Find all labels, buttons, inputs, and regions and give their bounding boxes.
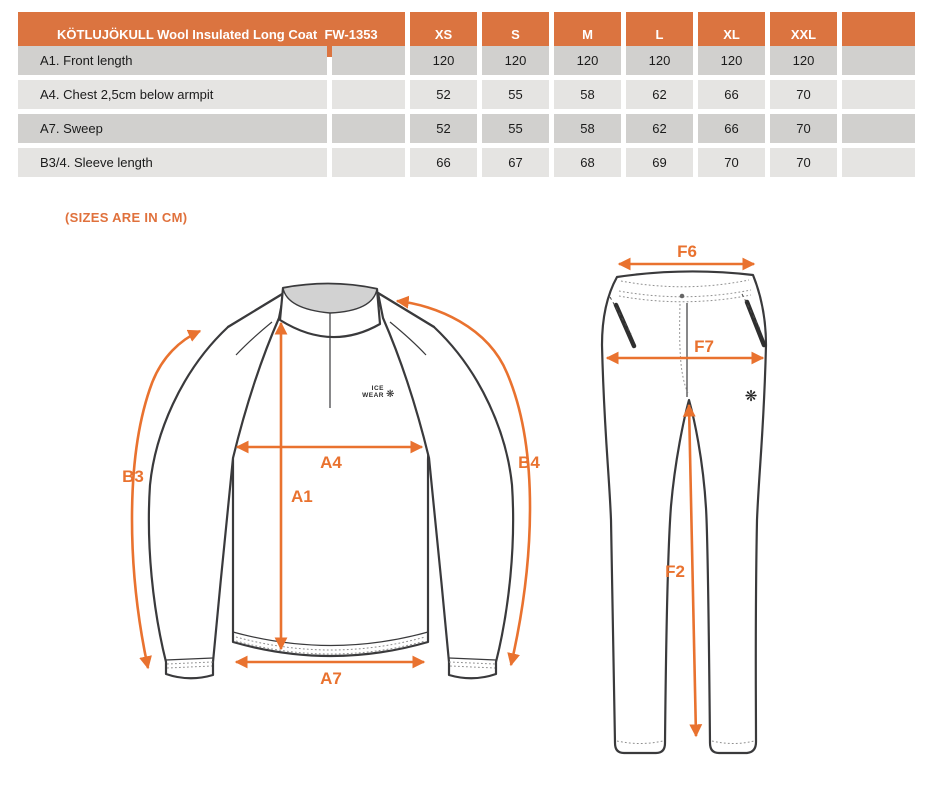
table-value: 120: [482, 46, 549, 75]
row-spacer-cell: [332, 148, 405, 177]
row-end-spacer: [842, 114, 915, 143]
pants-drawing: [602, 242, 766, 753]
row-end-spacer: [842, 46, 915, 75]
row-end-spacer: [842, 80, 915, 109]
a4-label: A4: [320, 453, 342, 472]
size-header-xxl: XXL: [770, 12, 837, 57]
row-spacer-cell: [332, 46, 405, 75]
row-label: A4. Chest 2,5cm below armpit: [18, 80, 327, 109]
table-value: 52: [410, 80, 477, 109]
table-value: 120: [626, 46, 693, 75]
a1-label: A1: [291, 487, 313, 506]
f7-label: F7: [694, 337, 714, 356]
f2-measure-arrow: [689, 405, 696, 736]
table-value: 66: [410, 148, 477, 177]
table-value: 70: [770, 114, 837, 143]
coat-drawing: [122, 284, 540, 688]
sizes-in-cm-note: (SIZES ARE IN CM): [65, 210, 188, 225]
table-value: 66: [698, 114, 765, 143]
table-value: 120: [770, 46, 837, 75]
size-header-m: M: [554, 12, 621, 57]
table-value: 62: [626, 80, 693, 109]
table-value: 62: [626, 114, 693, 143]
measurement-diagrams: [0, 230, 952, 785]
row-spacer-cell: [332, 114, 405, 143]
table-value: 70: [698, 148, 765, 177]
size-header-s: S: [482, 12, 549, 57]
table-value: 120: [554, 46, 621, 75]
f6-label: F6: [677, 242, 697, 261]
size-header-xl: XL: [698, 12, 765, 57]
table-value: 70: [770, 80, 837, 109]
b3-label: B3: [122, 467, 144, 486]
logo-text-wear: WEAR: [362, 392, 384, 399]
table-value: 70: [770, 148, 837, 177]
size-header-l: L: [626, 12, 693, 57]
logo-snowflake-icon: ❋: [386, 389, 395, 400]
row-end-spacer: [842, 148, 915, 177]
size-header-xs: XS: [410, 12, 477, 57]
table-value: 58: [554, 114, 621, 143]
row-label: A1. Front length: [18, 46, 327, 75]
table-value: 55: [482, 80, 549, 109]
row-label: A7. Sweep: [18, 114, 327, 143]
table-value: 120: [698, 46, 765, 75]
row-spacer-cell: [332, 80, 405, 109]
pants-snowflake-icon: ❋: [744, 388, 758, 405]
waist-button: [680, 294, 685, 299]
table-value: 68: [554, 148, 621, 177]
size-table: [18, 12, 915, 177]
table-value: 69: [626, 148, 693, 177]
pants-body: [602, 271, 766, 753]
logo-text-ice: ICE: [371, 385, 384, 392]
f2-label: F2: [665, 562, 685, 581]
table-value: 67: [482, 148, 549, 177]
table-value: 58: [554, 80, 621, 109]
a7-label: A7: [320, 669, 342, 688]
table-value: 55: [482, 114, 549, 143]
table-title: KÖTLUJÖKULL Wool Insulated Long Coat FW-1353: [18, 12, 405, 57]
table-value: 52: [410, 114, 477, 143]
table-value: 120: [410, 46, 477, 75]
b4-label: B4: [518, 453, 540, 472]
row-label: B3/4. Sleeve length: [18, 148, 327, 177]
table-value: 66: [698, 80, 765, 109]
